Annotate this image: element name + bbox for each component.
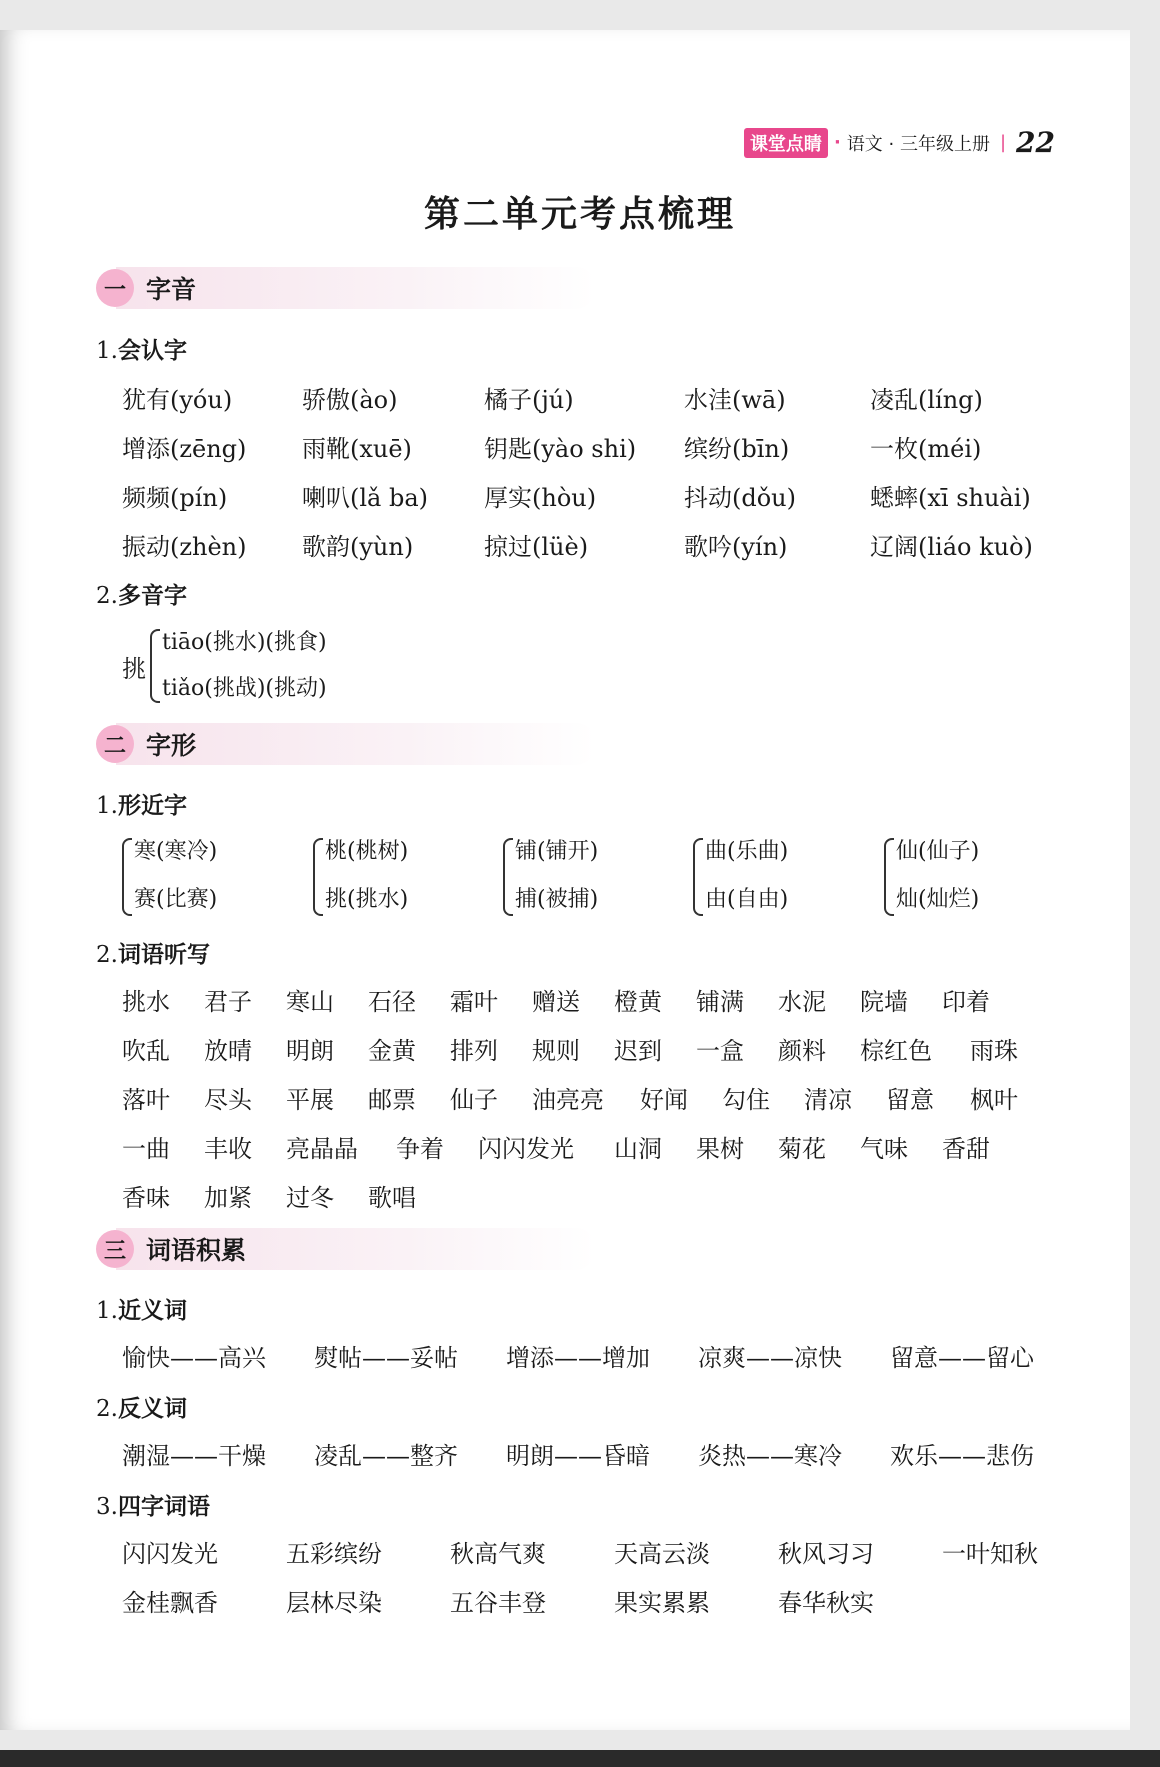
brace-icon [693,838,703,916]
brace-icon [150,629,160,703]
dictation-word: 落叶 [122,1086,170,1114]
idiom: 天高云淡 [614,1540,710,1568]
similar-char: 赛(比赛) [134,887,218,912]
bottom-edge [0,1750,1160,1767]
sub-title: 反义词 [117,1396,187,1422]
polyphone-reading: tiǎo(挑战)(挑动) [162,676,327,701]
dictation-word: 清凉 [804,1086,852,1114]
similar-char: 灿(灿烂) [896,887,980,912]
similar-pair [503,834,683,918]
section-3-heading [96,1228,246,1270]
dictation-word: 亮晶晶 [286,1135,358,1163]
idiom: 秋风习习 [778,1540,874,1568]
recog-item: 缤纷(bīn) [684,435,790,463]
idiom: 金桂飘香 [122,1589,218,1617]
dictation-word: 一曲 [122,1135,170,1163]
subheading-synonyms [96,1292,187,1325]
dictation-word: 过冬 [286,1184,334,1212]
section-title: 字形 [146,731,197,760]
dictation-word: 丰收 [204,1135,252,1163]
dictation-word: 印着 [942,988,990,1016]
recog-item: 歌吟(yín) [684,533,788,561]
synonym-pair: 凉爽——凉快 [698,1344,842,1372]
subheading-recognize [96,332,187,365]
header-dot: · [833,132,841,153]
page-header [744,126,1055,159]
section-1-heading [96,267,196,309]
dictation-word: 歌唱 [368,1184,416,1212]
subheading-idioms [96,1488,210,1521]
synonym-pair: 增添——增加 [506,1344,650,1372]
dictation-word: 一盒 [696,1037,744,1065]
recog-item: 雨靴(xuē) [302,435,412,463]
polyphone-char: 挑 [122,655,146,683]
similar-pair [693,834,873,918]
brace-icon [122,838,132,916]
sub-title: 多音字 [117,583,187,609]
dictation-word: 水泥 [778,988,826,1016]
dictation-word: 霜叶 [450,988,498,1016]
dictation-word: 闪闪发光 [478,1135,574,1163]
dictation-word: 君子 [204,988,252,1016]
dictation-word: 橙黄 [614,988,662,1016]
dictation-word: 争着 [396,1135,444,1163]
recog-item: 凌乱(líng) [870,386,983,414]
idiom: 果实累累 [614,1589,710,1617]
section-number: 三 [96,1230,134,1268]
section-number: 一 [96,269,134,307]
page-title: 第二单元考点梳理 [423,194,736,235]
recog-item: 厚实(hòu) [484,484,597,512]
dictation-word: 颜料 [778,1037,826,1065]
dictation-word: 果树 [696,1135,744,1163]
sub-number: 1. [96,1298,118,1324]
recog-item: 喇叭(lǎ ba) [302,484,429,512]
sub-number: 1. [96,338,118,364]
dictation-word: 山洞 [614,1135,662,1163]
polyphone-reading: tiāo(挑水)(挑食) [162,630,327,655]
sub-number: 2. [96,583,118,609]
brace-icon [503,838,513,916]
recog-item: 水洼(wā) [684,386,786,414]
similar-char: 仙(仙子) [896,839,980,864]
recog-item: 频频(pín) [122,484,228,512]
recog-item: 振动(zhèn) [122,533,247,561]
idiom: 层林尽染 [286,1589,382,1617]
dictation-word: 排列 [450,1037,498,1065]
similar-pair [313,834,493,918]
brace-icon [884,838,894,916]
similar-char: 由(自由) [705,887,789,912]
sub-number: 2. [96,1396,118,1422]
subheading-similar [96,787,187,820]
dictation-word: 铺满 [696,988,744,1016]
similar-char: 寒(寒冷) [134,839,218,864]
dictation-word: 勾住 [722,1086,770,1114]
dictation-word: 金黄 [368,1037,416,1065]
section-title: 字音 [146,275,197,304]
recog-item: 歌韵(yùn) [302,533,414,561]
sub-title: 形近字 [117,793,187,819]
dictation-word: 寒山 [286,988,334,1016]
subheading-antonyms [96,1390,187,1423]
sub-title: 近义词 [117,1298,187,1324]
dictation-word: 院墙 [860,988,908,1016]
dictation-word: 加紧 [204,1184,252,1212]
sub-title: 四字词语 [117,1494,210,1520]
dictation-word: 挑水 [122,988,170,1016]
recog-item: 辽阔(liáo kuò) [870,533,1033,561]
sub-number: 3. [96,1494,118,1520]
antonym-pair: 明朗——昏暗 [506,1442,650,1470]
recog-item: 骄傲(ào) [302,386,398,414]
synonym-pair: 熨帖——妥帖 [314,1344,458,1372]
similar-char: 挑(挑水) [325,887,409,912]
dictation-word: 香甜 [942,1135,990,1163]
brand-badge: 课堂点睛 [744,128,828,158]
dictation-word: 菊花 [778,1135,826,1163]
idiom: 五谷丰登 [450,1589,546,1617]
antonym-pair: 凌乱——整齐 [314,1442,458,1470]
dictation-word: 气味 [860,1135,908,1163]
dictation-word: 规则 [532,1037,580,1065]
dictation-word: 枫叶 [970,1086,1018,1114]
dictation-word: 平展 [286,1086,334,1114]
recog-item: 橘子(jú) [484,386,574,414]
dictation-word: 油亮亮 [532,1086,604,1114]
recog-item: 一枚(méi) [870,435,982,463]
recog-item: 犹有(yóu) [122,386,233,414]
antonym-pair: 欢乐——悲伤 [890,1442,1034,1470]
dictation-word: 吹乱 [122,1037,170,1065]
sub-number: 2. [96,942,118,968]
dictation-word: 雨珠 [970,1037,1018,1065]
similar-char: 铺(铺开) [515,839,599,864]
recog-item: 钥匙(yào shi) [484,435,637,463]
similar-char: 捕(被捕) [515,887,599,912]
similar-pair [122,834,302,918]
dictation-word: 尽头 [204,1086,252,1114]
dictation-word: 香味 [122,1184,170,1212]
similar-char: 桃(桃树) [325,839,409,864]
dictation-word: 仙子 [450,1086,498,1114]
page-number: 22 [1016,126,1055,159]
dictation-word: 石径 [368,988,416,1016]
dictation-word: 好闻 [640,1086,688,1114]
recog-item: 蟋蟀(xī shuài) [870,484,1031,512]
dictation-word: 放晴 [204,1037,252,1065]
recog-item: 抖动(dǒu) [684,484,796,512]
dictation-word: 明朗 [286,1037,334,1065]
subject-label: 语文 · 三年级上册 [846,133,990,155]
dictation-word: 迟到 [614,1037,662,1065]
section-title: 词语积累 [146,1236,247,1265]
similar-pair [884,834,1064,918]
dictation-word: 邮票 [368,1086,416,1114]
recog-item: 增添(zēng) [122,435,247,463]
sub-title: 会认字 [117,338,187,364]
idiom: 春华秋实 [778,1589,874,1617]
sub-title: 词语听写 [117,942,210,968]
header-separator: | [999,132,1007,153]
dictation-word: 赠送 [532,988,580,1016]
idiom: 闪闪发光 [122,1540,218,1568]
brace-icon [313,838,323,916]
synonym-pair: 留意——留心 [890,1344,1034,1372]
recog-item: 掠过(lüè) [484,533,589,561]
similar-char: 曲(乐曲) [705,839,789,864]
idiom: 秋高气爽 [450,1540,546,1568]
sub-number: 1. [96,793,118,819]
dictation-word: 留意 [886,1086,934,1114]
section-number: 二 [96,725,134,763]
dictation-word: 棕红色 [860,1037,932,1065]
synonym-pair: 愉快——高兴 [122,1344,266,1372]
antonym-pair: 潮湿——干燥 [122,1442,266,1470]
idiom: 一叶知秋 [942,1540,1038,1568]
idiom: 五彩缤纷 [286,1540,382,1568]
polyphone-group [122,625,382,705]
section-2-heading [96,723,196,765]
antonym-pair: 炎热——寒冷 [698,1442,842,1470]
subheading-dictation [96,936,210,969]
subheading-polyphone [96,577,187,610]
